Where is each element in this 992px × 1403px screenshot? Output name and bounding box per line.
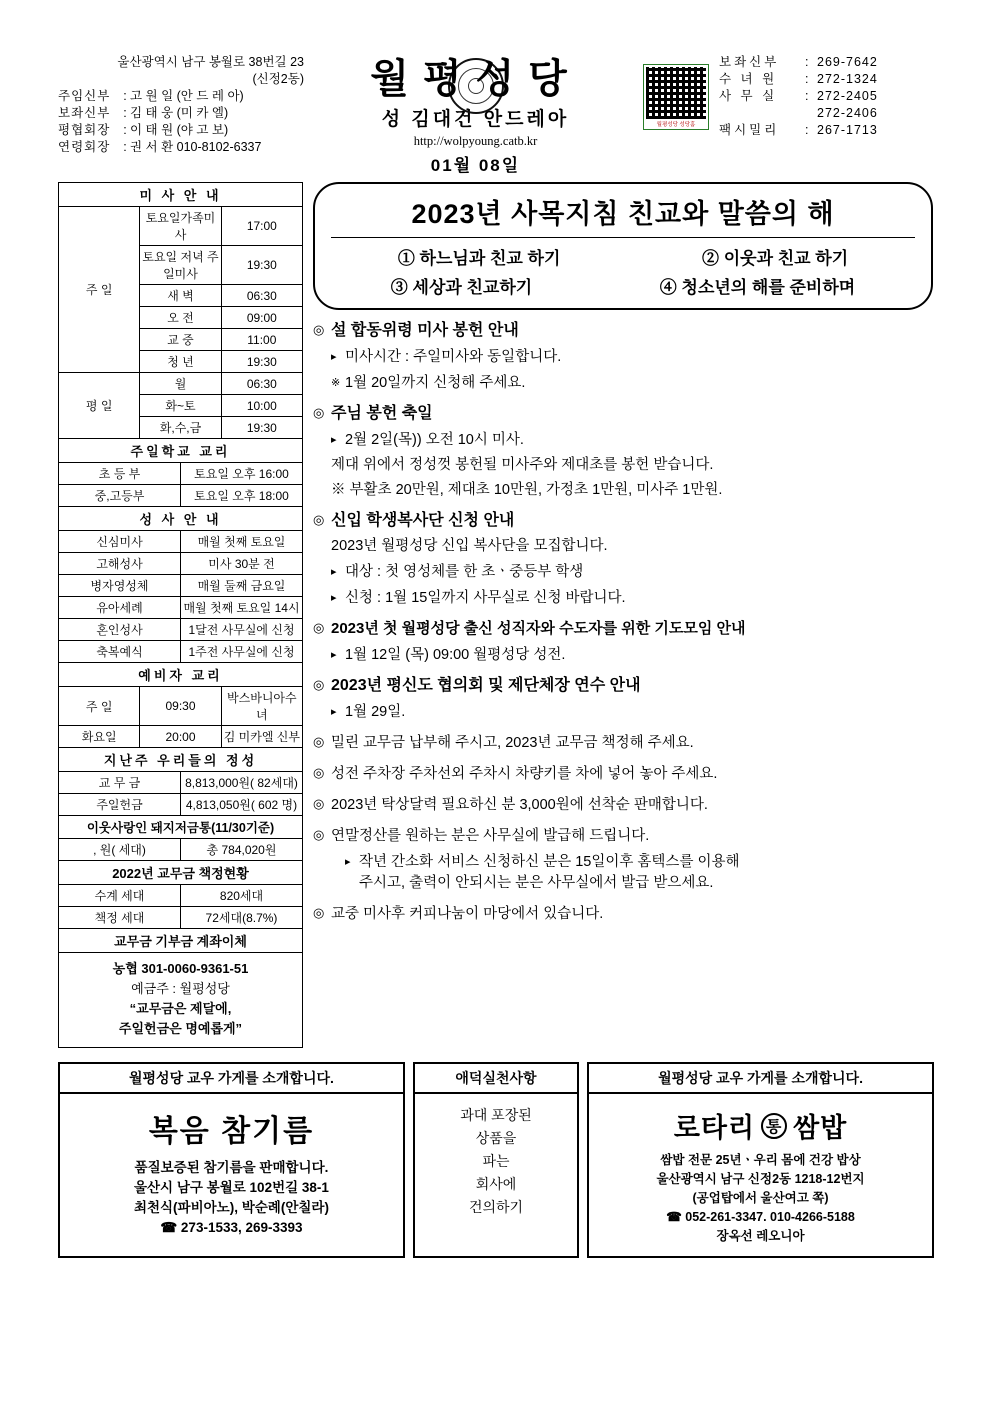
notice-title: 2023년 평신도 협의회 및 제단체장 연수 안내 — [331, 677, 641, 694]
notice-text: 교중 미사후 커피나눔이 마당에서 있습니다. — [331, 906, 604, 922]
phone-list — [719, 54, 934, 139]
sub-bullet-icon: ▸ — [331, 706, 337, 718]
colon: : — [123, 140, 127, 154]
notice-item — [313, 794, 933, 816]
mass-row-time: 06:30 — [221, 373, 302, 395]
sub-bullet-icon: ▸ — [331, 592, 337, 604]
sub-bullet-icon: ※ — [331, 377, 341, 389]
account-holder: 예금주 : 월평성당 — [131, 981, 230, 996]
staff-row — [58, 139, 308, 156]
sponsor-row — [58, 1062, 934, 1258]
banner-goal-4: ④ 청소년의 해를 준비하며 — [659, 278, 856, 297]
staff-label: 연령회장 — [58, 140, 111, 154]
sponsor-right-line: 울산광역시 남구 신정2동 1218-12번지 — [656, 1172, 865, 1186]
staff-label: 보좌신부 — [58, 106, 111, 120]
notice-bullet-icon: ◎ — [313, 765, 325, 780]
colon: : — [805, 55, 809, 69]
notice-bullet-icon: ◎ — [313, 322, 325, 337]
notice-text: 2023년 탁상달력 필요하신 분 3,000원에 선착순 판매합니다. — [331, 797, 708, 813]
row-who: 박스바니아수녀 — [221, 687, 302, 726]
notice-bullet-icon: ◎ — [313, 905, 325, 920]
sacraments-header: 성 사 안 내 — [59, 507, 303, 531]
row-time: 20:00 — [140, 726, 221, 748]
header-address-block — [58, 54, 308, 156]
staff-row — [58, 88, 308, 105]
bulletin-date: 01월 08일 — [430, 156, 521, 175]
offering-header: 지난주 우리들의 정성 — [59, 748, 303, 772]
mass-row-name: 새 벽 — [140, 285, 221, 307]
colon: : — [123, 89, 127, 103]
qr-code-icon[interactable] — [643, 64, 709, 130]
notice-item — [313, 403, 933, 501]
mass-row-name: 화,수,금 — [140, 417, 221, 439]
mass-row-name: 화~토 — [140, 395, 221, 417]
sponsor-left-line: 울산시 남구 봉월로 102번길 38-1 — [133, 1180, 329, 1195]
sponsor-left-name: 복음 참기름 — [148, 1115, 315, 1148]
mass-weekday-label: 평 일 — [59, 373, 140, 439]
row-day: 주 일 — [59, 687, 140, 726]
notice-title: 설 합동위령 미사 봉헌 안내 — [331, 322, 519, 339]
mass-row-name: 월 — [140, 373, 221, 395]
row-name: 책정 세대 — [59, 907, 181, 929]
notice-text: 연말정산를 원하는 분은 사무실에 발급해 드립니다. — [331, 828, 650, 844]
staff-row — [58, 105, 308, 122]
account-header-table — [58, 928, 303, 953]
address-line-2: (신정2동) — [252, 72, 304, 86]
row-name: 병자영성체 — [59, 575, 181, 597]
notice-sub-text: 주시고, 출력이 안되시는 분은 사무실에서 발급 받으세요. — [359, 875, 714, 891]
piggybank-left: , 원( 세대) — [59, 839, 181, 861]
charity-line: 파는 — [482, 1153, 510, 1169]
tong-circle-icon: 통 — [761, 1113, 787, 1139]
notice-plain-text: ※ 부활초 20만원, 제대초 10만원, 가정초 1만원, 미사주 1만원. — [331, 482, 723, 498]
notice-sub-text: 신청 : 1월 15일까지 사무실로 신청 바랍니다. — [345, 590, 626, 606]
notice-title: 주님 봉헌 축일 — [331, 405, 433, 422]
notice-sub-text: 2월 2일(목)) 오전 10시 미사. — [345, 432, 524, 448]
mass-row-time: 19:30 — [221, 351, 302, 373]
account-box — [58, 953, 303, 1048]
mass-row-time: 17:00 — [221, 207, 302, 246]
notice-item — [313, 903, 933, 925]
charity-line: 회사에 — [475, 1176, 517, 1192]
sponsor-left-phone: ☎ 273-1533, 269-3393 — [160, 1220, 303, 1235]
sponsor-left — [58, 1062, 405, 1258]
notice-item — [313, 763, 933, 785]
mass-row-time: 09:00 — [221, 307, 302, 329]
notice-item — [313, 825, 933, 894]
sponsor-right — [587, 1062, 934, 1258]
mass-row-time: 11:00 — [221, 329, 302, 351]
charity-line: 건의하기 — [468, 1199, 524, 1215]
staff-value: 김 태 웅 (미 카 엘) — [130, 106, 229, 120]
church-patron: 성 김대건 안드레아 — [381, 109, 570, 130]
charity-practice-box — [413, 1062, 579, 1258]
row-value: 8,813,000원( 82세대) — [181, 772, 303, 794]
row-value: 1주전 사무실에 신청 — [181, 641, 303, 663]
row-name: 중,고등부 — [59, 485, 181, 507]
mass-row-name: 교 중 — [140, 329, 221, 351]
staff-label: 주임신부 — [58, 89, 111, 103]
row-value: 매월 첫째 토요일 14시 — [181, 597, 303, 619]
row-who: 김 미카엘 신부 — [221, 726, 302, 748]
row-name: 초 등 부 — [59, 463, 181, 485]
phone-row — [719, 54, 934, 71]
sub-bullet-icon: ▸ — [345, 856, 351, 868]
mass-schedule-table — [58, 182, 303, 439]
phone-number: 272-2405 — [817, 89, 878, 103]
notice-item — [313, 510, 933, 609]
sponsor-right-owner: 장옥선 레오니아 — [716, 1229, 805, 1243]
row-value: 매월 둘째 금요일 — [181, 575, 303, 597]
catechumen-table — [58, 662, 303, 748]
colon: : — [805, 123, 809, 137]
notice-item — [313, 320, 933, 394]
sub-bullet-icon: ▸ — [331, 351, 337, 363]
right-column — [313, 182, 933, 1048]
row-value: 미사 30분 전 — [181, 553, 303, 575]
dues-header: 2022년 교무금 책정현황 — [59, 861, 303, 885]
sponsor-right-header: 월평성당 교우 가게를 소개합니다. — [589, 1064, 932, 1094]
row-name: 교 무 금 — [59, 772, 181, 794]
notice-bullet-icon: ◎ — [313, 677, 325, 692]
dues-status-table — [58, 860, 303, 929]
mass-row-time: 10:00 — [221, 395, 302, 417]
notice-item — [313, 618, 933, 666]
piggybank-header: 이웃사랑인 돼지저금통(11/30기준) — [59, 816, 303, 839]
row-value: 72세대(8.7%) — [181, 907, 303, 929]
phone-row — [719, 105, 934, 122]
phone-row — [719, 88, 934, 105]
sacraments-table — [58, 506, 303, 663]
mass-row-name: 토요일가족미사 — [140, 207, 221, 246]
piggybank-total: 총 784,020원 — [181, 839, 303, 861]
notice-title: 신입 학생복사단 신청 안내 — [331, 512, 515, 529]
sub-bullet-icon: ▸ — [331, 434, 337, 446]
row-value: 토요일 오후 18:00 — [181, 485, 303, 507]
row-name: 수계 세대 — [59, 885, 181, 907]
sunday-school-table — [58, 438, 303, 507]
notice-sub-text: 미사시간 : 주일미사와 동일합니다. — [345, 349, 562, 365]
sponsor-right-line: 쌈밥 전문 25년ㆍ우리 몸에 건강 밥상 — [660, 1153, 861, 1167]
notice-sub-text: 작년 간소화 서비스 신청하신 분은 15일이후 홈텍스를 이용해 — [359, 854, 740, 870]
sponsor-left-header: 월평성당 교우 가게를 소개합니다. — [60, 1064, 403, 1094]
row-name: 혼인성사 — [59, 619, 181, 641]
row-value: 토요일 오후 16:00 — [181, 463, 303, 485]
charity-line: 과대 포장된 — [460, 1107, 532, 1123]
mass-row-time: 19:30 — [221, 246, 302, 285]
phone-number: 272-1324 — [817, 72, 878, 86]
notice-item — [313, 732, 933, 754]
row-value: 1달전 사무실에 신청 — [181, 619, 303, 641]
mass-row-name: 청 년 — [140, 351, 221, 373]
left-column — [58, 182, 303, 1048]
mass-schedule-header: 미 사 안 내 — [59, 183, 303, 207]
qr-caption: 월평성당 성당홈 — [656, 122, 696, 128]
phone-row — [719, 122, 934, 139]
notice-item — [313, 675, 933, 723]
church-name: 월평성당 — [370, 56, 581, 101]
mass-sunday-label: 주 일 — [59, 207, 140, 373]
notice-plain-text: 2023년 월평성당 신입 복사단을 모집합니다. — [331, 538, 608, 554]
charity-header: 애덕실천사항 — [415, 1064, 577, 1094]
notice-bullet-icon: ◎ — [313, 827, 325, 842]
row-value: 820세대 — [181, 885, 303, 907]
staff-label: 평협회장 — [58, 123, 111, 137]
banner-goal-2: ② 이웃과 친교 하기 — [702, 249, 849, 268]
phone-label: 사 무 실 — [719, 89, 778, 103]
phone-number: 269-7642 — [817, 55, 878, 69]
notice-title: 2023년 첫 월평성당 출신 성직자와 수도자를 위한 기도모임 안내 — [331, 620, 746, 637]
staff-value: 이 태 원 (야 고 보) — [130, 123, 229, 137]
row-name: 주일헌금 — [59, 794, 181, 816]
catechumen-header: 예비자 교리 — [59, 663, 303, 687]
notice-sub-text: 1월 29일. — [345, 704, 406, 720]
notice-bullet-icon: ◎ — [313, 620, 325, 635]
sponsor-right-name-right: 쌈밥 — [793, 1113, 848, 1143]
notice-bullet-icon: ◎ — [313, 405, 325, 420]
church-title-block — [326, 56, 626, 176]
sub-bullet-icon: ▸ — [331, 649, 337, 661]
year-theme-banner — [313, 182, 933, 310]
phone-number: 267-1713 — [817, 123, 878, 137]
account-bank: 농협 301-0060-9361-51 — [112, 961, 249, 976]
row-name: 축복예식 — [59, 641, 181, 663]
phone-number: 272-2406 — [817, 106, 878, 120]
charity-line: 상품을 — [475, 1130, 517, 1146]
sponsor-right-phone: ☎ 052-261-3347. 010-4266-5188 — [666, 1210, 855, 1224]
sponsor-right-name-left: 로타리 — [673, 1113, 756, 1143]
mass-row-time: 19:30 — [221, 417, 302, 439]
staff-value: 권 서 환 010-8102-6337 — [130, 140, 262, 154]
account-quote-2: 주일헌금은 명예롭게” — [118, 1021, 243, 1036]
mass-row-name: 오 전 — [140, 307, 221, 329]
banner-goal-3: ③ 세상과 친교하기 — [390, 278, 533, 297]
sponsor-right-line: (공업탑에서 울산여고 쪽) — [692, 1191, 829, 1205]
address-line-1: 울산광역시 남구 봉월로 38번길 23 — [117, 55, 304, 69]
phone-label: 보좌신부 — [719, 55, 780, 69]
colon: : — [123, 123, 127, 137]
row-name: 고해성사 — [59, 553, 181, 575]
banner-goal-1: ① 하느님과 친교 하기 — [397, 249, 561, 268]
phone-row — [719, 71, 934, 88]
phone-label: 수 녀 원 — [719, 72, 778, 86]
row-day: 화요일 — [59, 726, 140, 748]
row-name: 신심미사 — [59, 531, 181, 553]
bulletin-body — [58, 182, 934, 1048]
notice-sub-text: 대상 : 첫 영성체를 한 초ㆍ중등부 학생 — [345, 564, 584, 580]
row-value: 매월 첫째 토요일 — [181, 531, 303, 553]
sunday-school-header: 주일학교 교리 — [59, 439, 303, 463]
mass-row-name: 토요일 저녁 주일미사 — [140, 246, 221, 285]
sponsor-left-line: 최천식(파비아노), 박순례(안칠라) — [133, 1200, 329, 1215]
notice-text: 밀린 교무금 납부해 주시고, 2023년 교무금 책정해 주세요. — [331, 735, 694, 751]
notice-bullet-icon: ◎ — [313, 796, 325, 811]
row-name: 유아세례 — [59, 597, 181, 619]
church-website[interactable]: http://wolpyoung.catb.kr — [413, 134, 538, 148]
notice-bullet-icon: ◎ — [313, 734, 325, 749]
notice-sub-text: 1월 20일까지 신청해 주세요. — [345, 375, 526, 391]
staff-row — [58, 122, 308, 139]
notice-sub-text: 1월 12일 (목) 09:00 월평성당 성전. — [345, 647, 566, 663]
colon: : — [805, 89, 809, 103]
notice-plain-text: 제대 위에서 정성껏 봉헌될 미사주와 제대초를 봉헌 받습니다. — [331, 457, 714, 473]
staff-value: 고 원 일 (안 드 레 아) — [130, 89, 244, 103]
sponsor-left-line: 품질보증된 참기름을 판매합니다. — [134, 1160, 329, 1175]
mass-row-time: 06:30 — [221, 285, 302, 307]
colon: : — [123, 106, 127, 120]
account-quote-1: “교무금은 제달에, — [129, 1001, 232, 1016]
phone-label: 팩시밀리 — [719, 123, 780, 137]
banner-title: 2023년 사목지침 친교와 말씀의 해 — [411, 199, 835, 229]
sub-bullet-icon: ▸ — [331, 566, 337, 578]
notice-text: 성전 주차장 주차선외 주차시 차량키를 차에 넣어 놓아 주세요. — [331, 766, 718, 782]
offering-table — [58, 747, 303, 816]
row-value: 4,813,050원( 602 명) — [181, 794, 303, 816]
piggybank-table — [58, 815, 303, 861]
row-time: 09:30 — [140, 687, 221, 726]
account-header: 교무금 기부금 계좌이체 — [59, 929, 303, 953]
notice-bullet-icon: ◎ — [313, 512, 325, 527]
header-contact-block — [643, 54, 934, 139]
colon: : — [805, 72, 809, 86]
page-header — [58, 54, 934, 176]
notice-list — [313, 320, 933, 925]
